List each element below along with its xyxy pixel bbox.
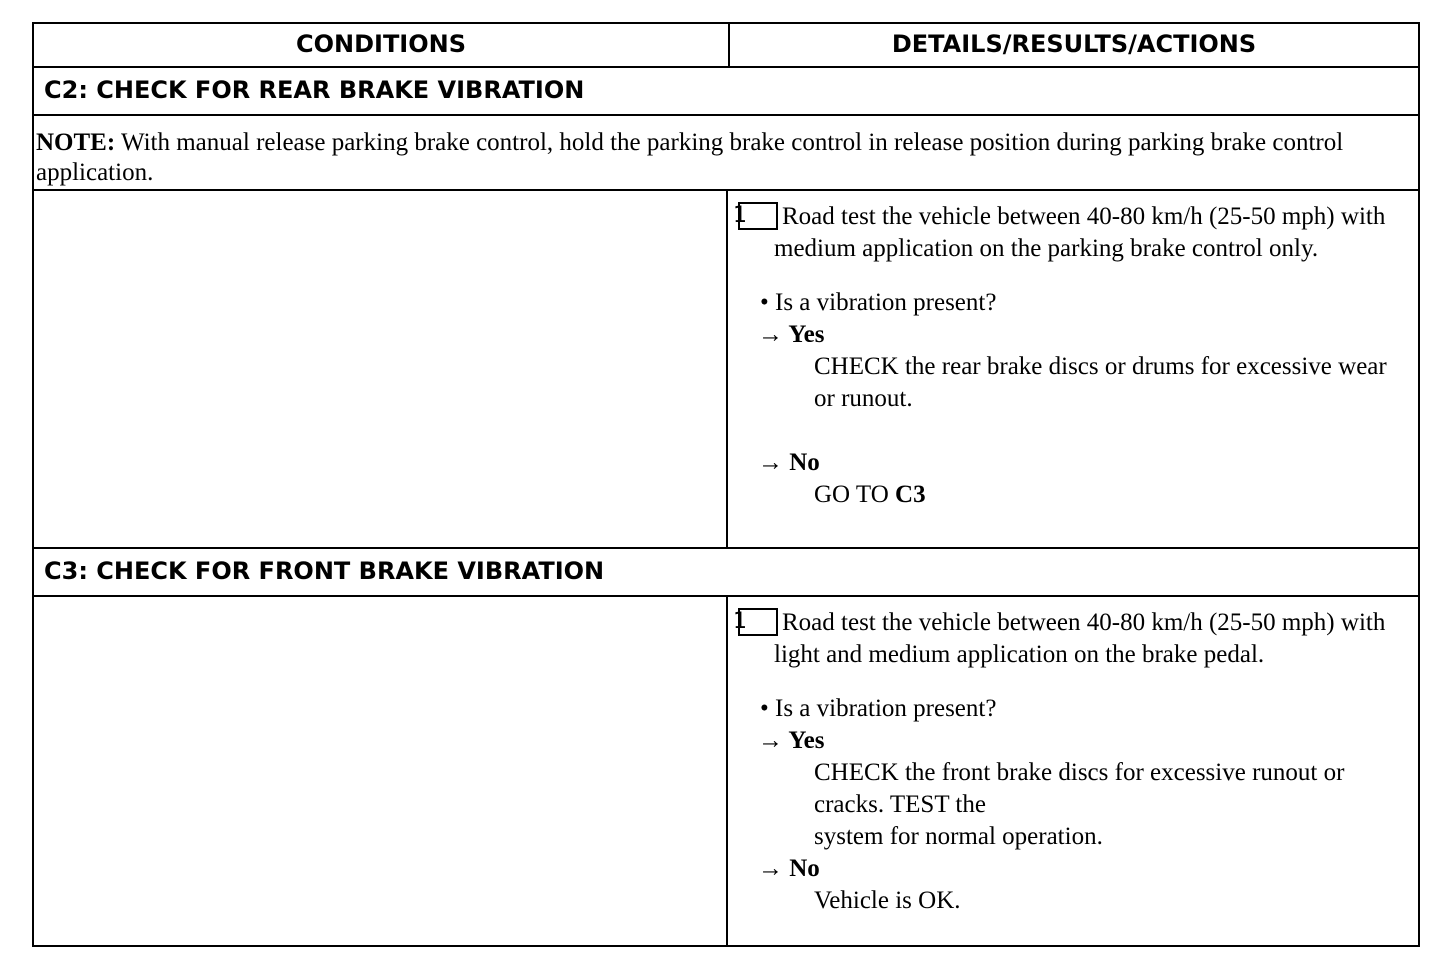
yes-action-line-1: CHECK the front brake discs for excessive runout or cracks. TEST the xyxy=(814,759,1345,818)
note-c2 xyxy=(34,114,1418,189)
no-label: → No xyxy=(758,855,820,882)
no-label: → No xyxy=(758,449,820,476)
section-title-c2: C2: CHECK FOR REAR BRAKE VIBRATION xyxy=(34,66,1418,114)
yes-action: CHECK the rear brake discs or drums for excessive wear or runout. xyxy=(814,353,1387,412)
yes-action-line-2: system for normal operation. xyxy=(814,823,1103,850)
diagnostic-table xyxy=(32,22,1420,947)
details-cell-c3 xyxy=(728,597,1418,945)
step-text: Road test the vehicle between 40-80 km/h (25-50 mph) with medium application on the parking brake control only. xyxy=(774,203,1386,262)
step-number-box: 1 xyxy=(738,202,778,230)
no-action: Vehicle is OK. xyxy=(814,887,961,914)
step-row-c3 xyxy=(34,595,1418,945)
step-instruction xyxy=(733,607,1406,671)
note-text: With manual release parking brake control, hold the parking brake control in release position during parking brake control application. xyxy=(36,129,1344,186)
yes-label: → Yes xyxy=(758,321,825,348)
conditions-cell-c2 xyxy=(34,191,728,547)
step-text: Road test the vehicle between 40-80 km/h (25-50 mph) with light and medium application on the brake pedal. xyxy=(774,609,1386,668)
conditions-cell-c3 xyxy=(34,597,728,945)
step-number-box: 1 xyxy=(738,608,778,636)
section-title-c3: C3: CHECK FOR FRONT BRAKE VIBRATION xyxy=(34,547,1418,595)
conditions-header: CONDITIONS xyxy=(34,24,730,66)
question: • Is a vibration present? xyxy=(760,289,997,316)
no-action-text: GO TO xyxy=(814,481,896,508)
question: • Is a vibration present? xyxy=(760,695,997,722)
no-action-ref: C3 xyxy=(895,481,926,508)
no-action xyxy=(814,479,1406,511)
step-instruction xyxy=(733,201,1406,265)
table-header xyxy=(34,24,1418,66)
note-label: NOTE: xyxy=(36,129,116,156)
step-row-c2 xyxy=(34,189,1418,547)
yes-label: → Yes xyxy=(758,727,825,754)
details-header: DETAILS/RESULTS/ACTIONS xyxy=(891,30,1257,58)
details-cell-c2 xyxy=(728,191,1418,547)
